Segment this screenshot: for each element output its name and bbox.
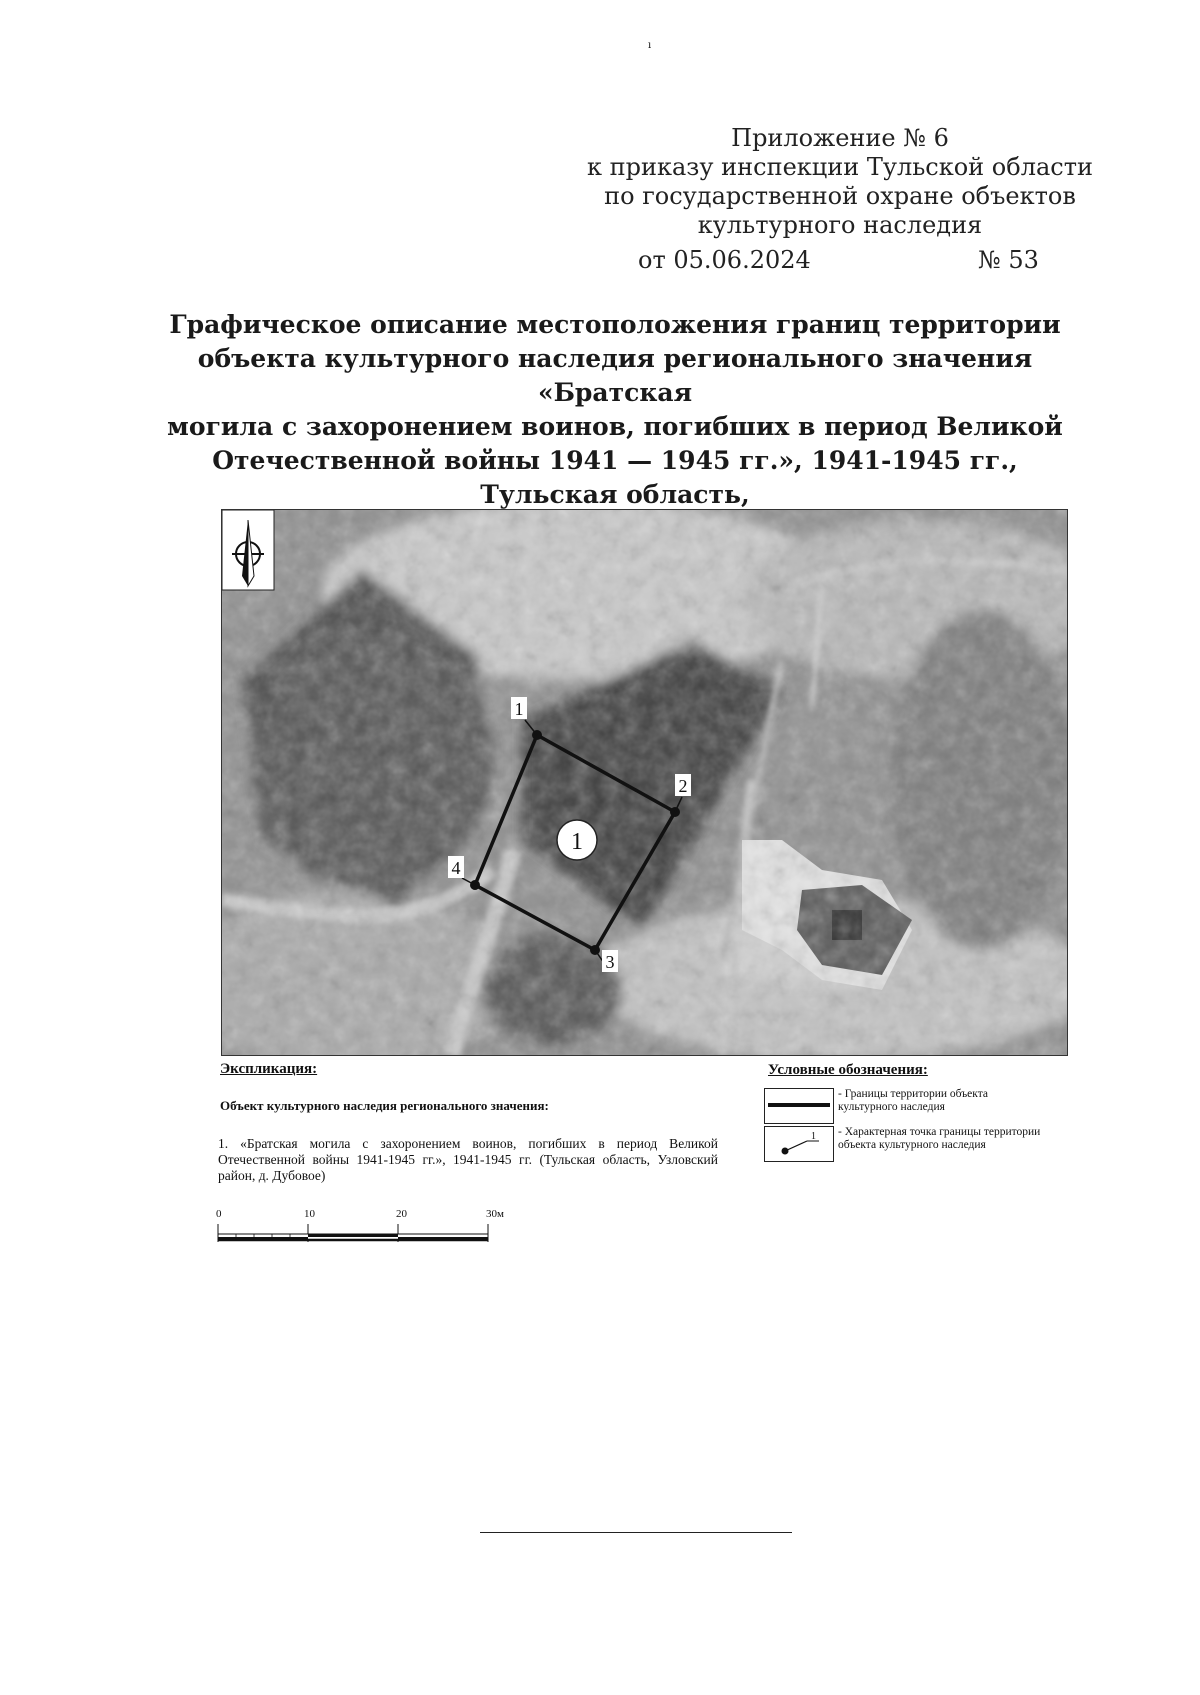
boundary-point-icon [764, 1126, 834, 1162]
title-line: Графическое описание местоположения границ территории [169, 310, 1061, 339]
explication-heading: Экспликация: [220, 1061, 318, 1077]
header-line: Приложение № 6 [731, 124, 949, 152]
scale-label: 20 [396, 1208, 407, 1220]
order-date: от 05.06.2024 [638, 246, 811, 274]
header-line: к приказу инспекции Тульской области [587, 153, 1093, 181]
object-label-1 [557, 820, 597, 860]
title-line: Отечественной войны 1941 — 1945 гг.», 1941-1945 гг., Тульская область, [212, 446, 1018, 509]
legend-item-boundary: - Границы территории объекта культурного наследия [838, 1088, 988, 1113]
scale-label: 0 [216, 1208, 222, 1220]
header-line: культурного наследия [697, 211, 983, 239]
object-label-text: 1 [571, 829, 583, 855]
header-line: по государственной охране объектов [604, 182, 1076, 210]
explication-item: 1. «Братская могила с захоронением воинов, погибших в период Великой Отечественной войны 1941-1945 гг.», 1941-1945 гг. (Тульская область, Узловский район, д. Дубовое) [218, 1136, 718, 1183]
boundary-line-icon [764, 1088, 834, 1124]
title-line: объекта культурного наследия регионального значения «Братская [197, 344, 1033, 407]
legend-heading: Условные обозначения: [768, 1062, 928, 1078]
header-block [560, 124, 1120, 240]
explication-object-heading: Объект культурного наследия регионального значения: [220, 1098, 549, 1113]
legend-item-point: - Характерная точка границы территории объекта культурного наследия [838, 1126, 1041, 1151]
north-arrow-icon [222, 510, 274, 590]
point-label: 4 [451, 858, 461, 878]
scale-bar-graphic [212, 1224, 512, 1244]
title-line: могила с захоронением воинов, погибших в период Великой [167, 412, 1063, 441]
page-mark: ı [648, 40, 652, 51]
order-number: № 53 [978, 246, 1039, 274]
point-label: 2 [678, 776, 688, 796]
point-label: 3 [605, 952, 615, 972]
map-svg [222, 510, 1067, 1055]
legend-point-label: 1 [811, 1131, 816, 1142]
point-label: 1 [514, 699, 524, 719]
satellite-map [221, 509, 1068, 1056]
footer-divider [480, 1532, 792, 1533]
scale-label: 30м [486, 1208, 504, 1220]
scale-label: 10 [304, 1208, 315, 1220]
